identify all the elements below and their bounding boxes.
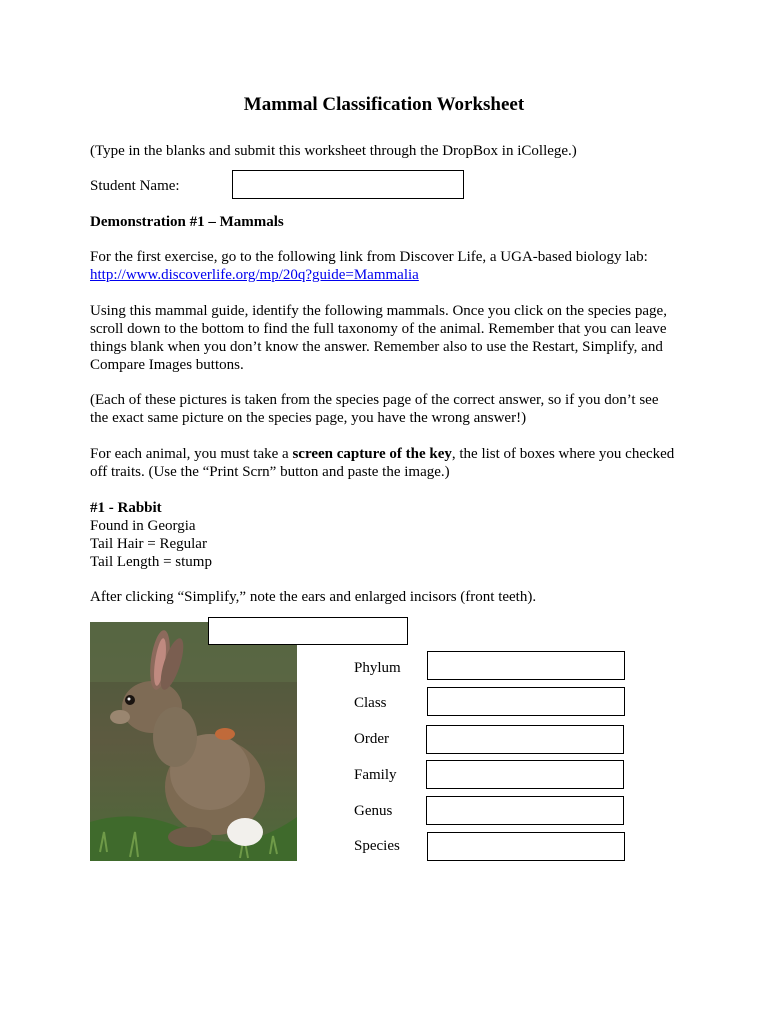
picture-note <box>90 391 690 427</box>
discover-life-link[interactable]: http://www.discoverlife.org/mp/20q?guide=Mammalia <box>90 267 419 283</box>
student-name-label: Student Name: <box>90 178 180 194</box>
top-answer-field[interactable] <box>208 617 408 645</box>
capture-note <box>90 445 690 481</box>
genus-label: Genus <box>354 803 393 819</box>
animal-trait: Tail Hair = Regular <box>90 536 207 552</box>
capture-note-after: , the list of boxes where you checked <box>451 446 675 462</box>
animal-trait: Found in Georgia <box>90 518 196 534</box>
capture-note-line1 <box>90 445 690 463</box>
capture-note-line2: off traits. (Use the “Print Scrn” button and paste the image.) <box>90 464 450 480</box>
phylum-field[interactable] <box>427 651 625 680</box>
picture-note-line: (Each of these pictures is taken from the species page of the correct answer, so if you don’t see <box>90 392 659 408</box>
order-field[interactable] <box>426 725 624 754</box>
rabbit-photo <box>90 622 297 861</box>
exercise-intro <box>90 248 690 284</box>
genus-field[interactable] <box>426 796 624 825</box>
exercise-intro-text: For the first exercise, go to the following link from Discover Life, a UGA-based biology lab: <box>90 249 648 265</box>
phylum-label: Phylum <box>354 660 401 676</box>
guide-paragraph <box>90 302 690 374</box>
guide-line: scroll down to the bottom to find the full taxonomy of the animal. Remember that you can leave <box>90 321 667 337</box>
demo-heading: Demonstration #1 – Mammals <box>90 214 284 230</box>
animal-heading: #1 - Rabbit <box>90 500 162 516</box>
guide-line: things blank when you don’t know the answer. Remember also to use the Restart, Simplify, and <box>90 339 663 355</box>
student-name-field[interactable] <box>232 170 464 199</box>
animal-trait: Tail Length = stump <box>90 554 212 570</box>
class-label: Class <box>354 695 387 711</box>
species-label: Species <box>354 838 400 854</box>
order-label: Order <box>354 731 389 747</box>
capture-note-before: For each animal, you must take a <box>90 446 293 462</box>
capture-note-bold: screen capture of the key <box>292 446 452 462</box>
guide-line: Compare Images buttons. <box>90 357 244 373</box>
guide-line: Using this mammal guide, identify the following mammals. Once you click on the species page, <box>90 303 667 319</box>
picture-note-line: the exact same picture on the species page, you have the wrong answer!) <box>90 410 527 426</box>
instructions: (Type in the blanks and submit this worksheet through the DropBox in iCollege.) <box>90 143 577 159</box>
animal-block <box>90 499 690 571</box>
family-field[interactable] <box>426 760 624 789</box>
page-title: Mammal Classification Worksheet <box>243 94 525 115</box>
simplify-note: After clicking “Simplify,” note the ears and enlarged incisors (front teeth). <box>90 589 537 605</box>
class-field[interactable] <box>427 687 625 716</box>
species-field[interactable] <box>427 832 625 861</box>
family-label: Family <box>354 767 397 783</box>
